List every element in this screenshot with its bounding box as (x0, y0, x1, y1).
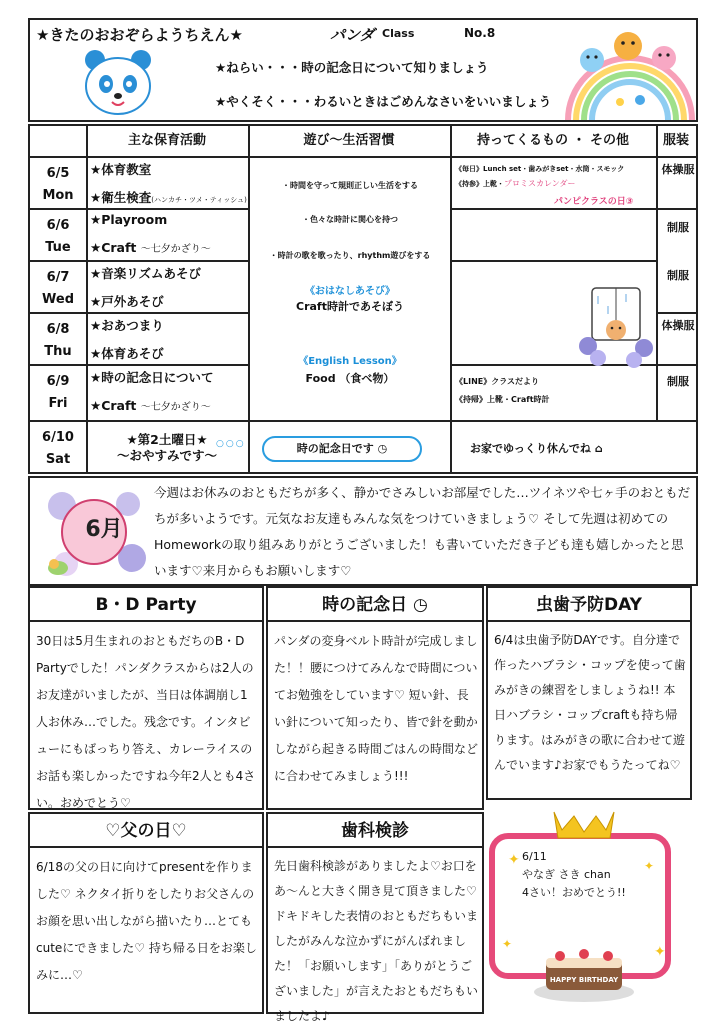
birthday-text (522, 848, 626, 902)
schedule-table (28, 124, 698, 474)
teeth-day-panel (486, 586, 692, 800)
promise-text: ★やくそく・・・わるいときはごめんなさいをいいましょう (215, 94, 552, 109)
day-date: 6/10 (42, 430, 74, 445)
bring-line: 《LINE》クラスだより (455, 377, 539, 386)
aim-text: ★ねらい・・・時の記念日について知りましょう (215, 60, 489, 75)
bring-daily: 《毎日》Lunch set・歯みがきset・水筒・スモック (455, 165, 625, 173)
english-heading: 《English Lesson》 (298, 356, 402, 367)
header-play: 遊び～生活習慣 (303, 133, 395, 148)
svg-text:✦: ✦ (654, 944, 666, 960)
message-box (28, 476, 698, 586)
fathers-day-title: ♡父の日♡ (30, 814, 262, 848)
day-weekday: Mon (42, 188, 74, 203)
english-text: Food （食べ物） (305, 372, 395, 385)
message-text: 今週はお休みのおともだちが多く、静かでさみしいお部屋でした…ツイネツや七ヶ手のおともだちが多いようです。元気なお友達もみんな気をつけていきましょう♡ そして先週は初めてのHomeworkの取り組みありがとうございました！も書いていただき子ども達も嬉しかったと思います♡来月からもお願いします♡ (154, 485, 691, 578)
dental-checkup-title: 歯科検診 (268, 814, 482, 848)
month-label: 6月 (85, 517, 123, 542)
rest-at-home: お家でゆっくり休んでね ⌂ (470, 442, 603, 455)
svg-text:✦: ✦ (502, 937, 513, 951)
bd-party-title: B・D Party (30, 588, 262, 622)
clock-day-title: 時の記念日 ◷ (268, 588, 482, 622)
animals-rainbow-icon (562, 24, 696, 120)
birthday-frame-icon (484, 808, 684, 1010)
story-heading: 《おはなしあそび》 (304, 286, 396, 297)
activity-2: ★衛生検査(ハンカチ・ツメ・ティッシュ) (90, 190, 247, 205)
dental-checkup-panel (266, 812, 484, 1023)
day-date: 6/5 (46, 166, 70, 181)
header-activities: 主な保育活動 (127, 133, 206, 148)
header-dress: 服装 (662, 133, 689, 148)
activity-2: ★Craft ～七夕かざり～ (90, 240, 211, 255)
cake-label: HAPPY BIRTHDAY (549, 976, 619, 984)
activity-1: ★体育教室 (90, 162, 152, 177)
bring-carry: 《持参》上靴・プロミスカレンダー (455, 179, 576, 188)
birthday-date: 6/11 (522, 850, 547, 863)
activity-1: ★おあつまり (90, 318, 164, 333)
svg-text:✦: ✦ (508, 852, 520, 868)
panda-icon (78, 42, 158, 122)
class-word: Class (382, 27, 415, 40)
story-text: Craft時計であそぼう (296, 300, 404, 313)
day-date: 6/7 (46, 270, 70, 285)
teeth-day-title: 虫歯予防DAY (488, 588, 690, 622)
activity-1: ★Playroom (90, 212, 168, 227)
dress-code: 体操服 (661, 163, 695, 176)
activity-2: ★Craft ～七夕かざり～ (90, 398, 211, 413)
day-date: 6/9 (46, 374, 70, 389)
play-line-3: ・時計の歌を歌ったり、rhythm遊びをする (269, 251, 431, 260)
fathers-day-panel (28, 812, 264, 1014)
bring-return: 《持帰》上靴・Craft時計 (455, 395, 550, 404)
clock-day-banner: 時の記念日です ◷ (262, 436, 422, 462)
header-bring: 持ってくるもの ・ その他 (476, 133, 630, 148)
day-date: 6/6 (46, 218, 70, 233)
decorative-dots: ○○○ (216, 439, 246, 449)
header (28, 18, 698, 122)
activity-1: ★音楽リズムあそび (90, 266, 201, 281)
panda-class-day: パンピクラスの日③ (554, 197, 634, 207)
birthday-wish: 4さい！おめでとう!! (522, 886, 626, 899)
activity-2: ★戸外あそび (90, 294, 164, 309)
play-line-1: ・時間を守って規則正しい生活をする (282, 181, 418, 190)
day-date: 6/8 (46, 322, 70, 337)
svg-text:✦: ✦ (644, 859, 655, 873)
dress-code: 制服 (667, 269, 689, 282)
dress-code: 制服 (667, 375, 689, 388)
saturday-activity: ★第2土曜日★ ～おやすみです～ (116, 432, 217, 463)
fathers-day-text: 6/18の父の日に向けてpresentを作りました♡ ネクタイ折りをしたりお父さんのお顔を思い出しながら描いたり…とてもcuteにできました♡ 持ち帰る日をお楽しみに…♡ (36, 860, 257, 982)
clock-day-panel (266, 586, 484, 810)
issue-number: No.8 (464, 26, 496, 40)
clock-day-text: パンダの変身ベルト時計が完成しました！！腰につけてみんなで時間についてお勉強をしています♡ 短い針、長い針について知ったり、皆で針を動かしながら起きる時間ごはんの時間などに合わせてみましょう!!! (274, 634, 479, 783)
day-weekday: Sat (45, 452, 71, 467)
dress-code: 制服 (667, 221, 689, 234)
bd-party-panel (28, 586, 264, 810)
class-name: パンダ (330, 26, 375, 44)
day-weekday: Fri (48, 396, 68, 411)
school-name: ★きたのおおぞらようちえん★ (36, 26, 243, 44)
dress-code: 体操服 (661, 319, 695, 332)
activity-1: ★時の記念日について (90, 370, 214, 385)
activity-2: ★体育あそび (90, 346, 164, 361)
day-weekday: Tue (45, 240, 71, 255)
bd-party-text: 30日は5月生まれのおともだちのB・D Partyでした！パンダクラスからは2人のお友達がいましたが、当日は体調崩し1人お休み…でした。残念です。インタビューにもばっちり答え、カレーライスのお話も楽しかったですね今年2人とも4さい。おめでとう♡ (36, 634, 256, 810)
teeth-day-text: 6/4は虫歯予防DAYです。自分達で作ったハブラシ・コップを使って歯みがきの練習をしましょうね!! 本日ハブラシ・コップcraftも持ち帰ります。はみがきの歌に合わせて遊んでいます♪お家でもうたってね♡ (494, 633, 686, 772)
day-weekday: Thu (44, 344, 72, 359)
rainy-window-icon (578, 284, 654, 368)
birthday-name: やなぎ さき chan (522, 868, 611, 881)
dental-checkup-text: 先日歯科検診がありましたよ♡お口をあ〜んと大きく開き見て頂きました♡ドキドキした表情のおともだちもいましたがみんな泣かずにがんばれました！「お願いします」「ありがとうございました」が言えたおともだちもいましたよ♪ (274, 859, 479, 1023)
day-weekday: Wed (42, 292, 74, 307)
play-line-2: ・色々な時計に関心を持つ (302, 215, 398, 224)
